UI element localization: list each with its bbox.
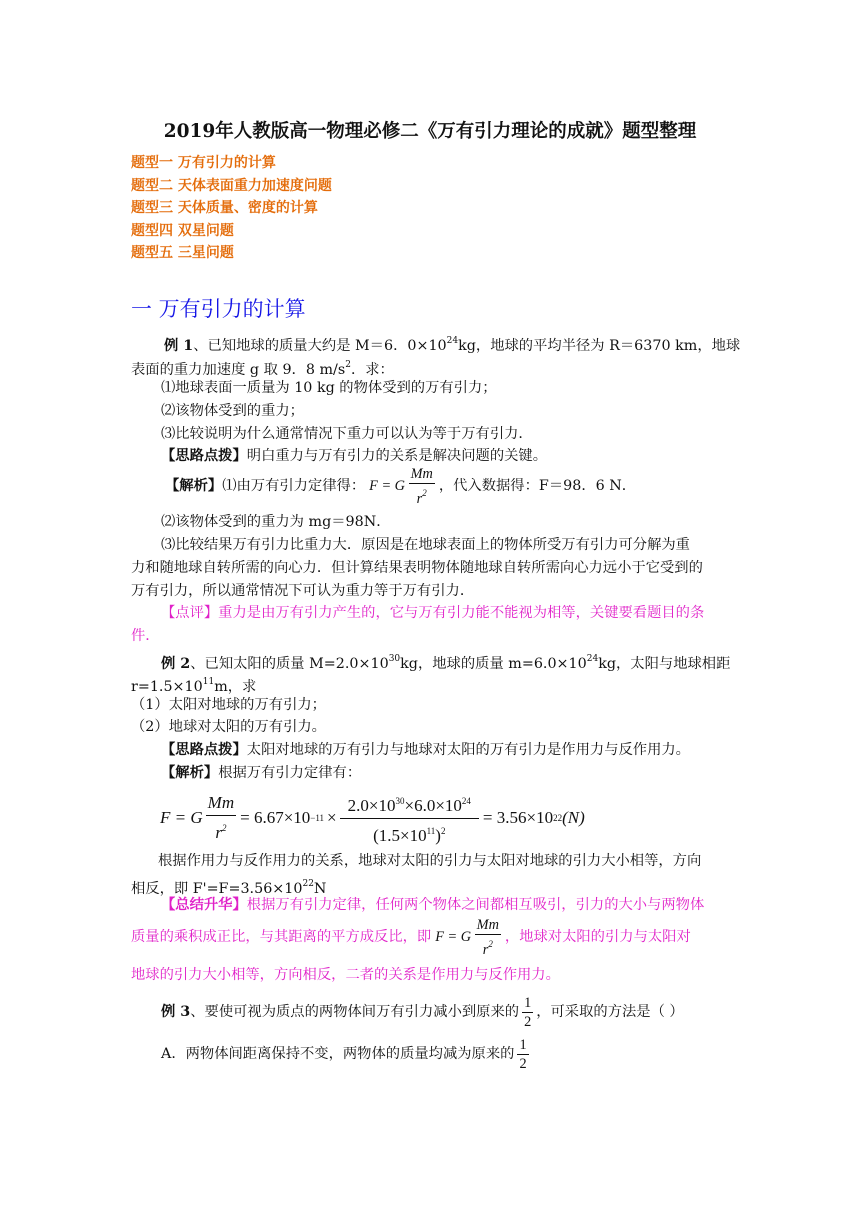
ex2-summary-3: 地球的引力大小相等，方向相反，二者的关系是作用力与反作用力。 [131,967,560,983]
ex2-line1: 例 2、已知太阳的质量 $M=2.0\times 10^{30}kg$，地球的质量 $m=6.0\times 10^{24}kg$，太阳与地球相距 [161,654,731,672]
ex2-line2: $r=1.5\times 10^{11}m$，求 [131,677,257,695]
ex1-question-3: ⑶比较说明为什么通常情况下重力可以认为等于万有引力． [161,426,533,442]
ex1-solution-2: ⑵该物体受到的重力为 mg＝98N． [161,514,391,530]
ex1-solution-1: 【解析】 ⑴由万有引力定律得： F = G $\frac{Mm}{r^2}$ ，代入数据得：F＝98．6 N． [165,465,637,507]
ex2-formula-frac-2: $\frac{2.0\times 10^{30}\times 6.0\times 10^{24}}{(1.5\times 10^{11})^2}$ [340,789,479,848]
ex1-review-2: 件． [131,628,160,644]
ex3-option-a[interactable]: A．两物体间距离保持不变，两物体的质量均减为原来的 $\frac{1}{2}$ [161,1036,527,1072]
toc-item-2[interactable]: 题型二 天体表面重力加速度问题 [131,178,332,194]
ex2-after-1: 根据作用力与反作用力的关系，地球对太阳的引力与太阳对地球的引力大小相等，方向 [158,853,702,869]
ex1-label: 例 1 [164,338,194,354]
ex2-summary-1: 【总结升华】根据万有引力定律，任何两个物体之间都相互吸引，引力的大小与两物体 [161,897,705,913]
toc-item-1[interactable]: 题型一 万有引力的计算 [131,155,276,171]
ex2-solution-label: 【解析】根据万有引力定律有： [161,765,362,781]
ex1-formula: F = G $\frac{Mm}{r^2}$ [369,465,433,507]
ex2-summary-formula: F = G $\frac{Mm}{r^2}$ [435,916,499,958]
ex2-summary-2: 质量的乘积成正比，与其距离的平方成反比，即 F = G $\frac{Mm}{r^2}$ ，地球对太阳的引力与太阳对 [131,916,691,958]
ex3-option-a-fraction: $\frac{1}{2}$ [519,1036,527,1072]
ex2-question-1: （1）太阳对地球的万有引力； [131,697,326,713]
toc-item-5[interactable]: 题型五 三星问题 [131,245,234,261]
toc-item-3[interactable]: 题型三 天体质量、密度的计算 [131,200,318,216]
ex1-question-1: ⑴地球表面一质量为 10 kg 的物体受到的万有引力； [161,380,497,396]
ex1-solution-3a: ⑶比较结果万有引力比重力大．原因是在地球表面上的物体所受万有引力可分解为重 [161,537,690,553]
page-title: 2019年人教版高一物理必修二《万有引力理论的成就》题型整理 [163,121,697,142]
ex3-line1: 例 3 、要使可视为质点的两物体间万有引力减小到原来的 $\frac{1}{2}$ ，可采取的方法是（ ） [161,994,684,1030]
ex1-review-1: 【点评】重力是由万有引力产生的，它与万有引力能不能视为相等，关键要看题目的条 [161,605,705,621]
ex1-question-2: ⑵该物体受到的重力； [161,403,304,419]
ex1-hint: 【思路点拨】明白重力与万有引力的关系是解决问题的关键。 [161,448,548,464]
section-heading-1: 一 万有引力的计算 [131,297,306,321]
ex3-label: 例 3 [161,1004,191,1020]
ex3-half-fraction: $\frac{1}{2}$ [524,994,532,1030]
ex1-line1: 例 1、已知地球的质量大约是 M＝6．$0\times 10^{24}kg$，地球的平均半径为 R＝6370 km，地球 [164,336,741,354]
ex2-question-2: （2）地球对太阳的万有引力。 [131,719,326,735]
ex2-formula: F = G $\frac{Mm}{r^2}$ = 6.67×10 −11 × $\frac{2.0\times 10^{30}\times 6.0\times 10^{24}}{(1.5\times 10^{11})^2}$ = 3.56×10 22 (N) [160,788,585,848]
ex1-solution-3c: 万有引力，所以通常情况下可认为重力等于万有引力． [131,583,475,599]
ex1-line2: 表面的重力加速度 g 取 9．8 $m/s^2$．求： [131,360,394,378]
ex2-after-2: 相反，即 $F'=F=3.56\times 10^{22}N$ [131,879,327,897]
ex2-hint: 【思路点拨】太阳对地球的万有引力与地球对太阳的万有引力是作用力与反作用力。 [161,742,690,758]
ex2-formula-frac-1: $\frac{Mm}{r^2}$ [207,793,235,842]
ex1-solution-3b: 力和随地球自转所需的向心力．但计算结果表明物体随地球自转所需向心力远小于它受到的 [131,560,703,576]
ex2-label: 例 2 [161,656,191,672]
toc-item-4[interactable]: 题型四 双星问题 [131,223,234,239]
